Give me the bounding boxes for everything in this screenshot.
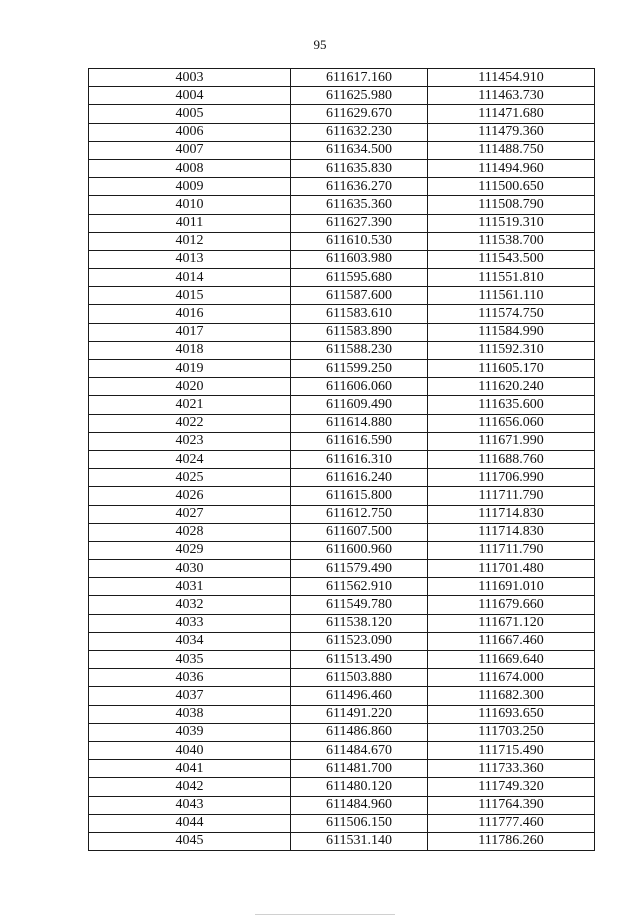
point-number-cell: 4028 bbox=[89, 523, 291, 541]
y-coordinate-cell: 111488.750 bbox=[428, 141, 595, 159]
y-coordinate-cell: 111711.790 bbox=[428, 541, 595, 559]
point-number-cell: 4007 bbox=[89, 141, 291, 159]
x-coordinate-cell: 611616.590 bbox=[291, 432, 428, 450]
x-coordinate-cell: 611600.960 bbox=[291, 541, 428, 559]
point-number-cell: 4031 bbox=[89, 578, 291, 596]
table-row bbox=[89, 396, 595, 414]
table-row bbox=[89, 305, 595, 323]
table-row bbox=[89, 159, 595, 177]
point-number-cell: 4044 bbox=[89, 814, 291, 832]
point-number-cell: 4041 bbox=[89, 760, 291, 778]
x-coordinate-cell: 611625.980 bbox=[291, 87, 428, 105]
x-coordinate-cell: 611635.360 bbox=[291, 196, 428, 214]
point-number-cell: 4019 bbox=[89, 360, 291, 378]
point-number-cell: 4032 bbox=[89, 596, 291, 614]
table-row bbox=[89, 450, 595, 468]
table-row bbox=[89, 69, 595, 87]
y-coordinate-cell: 111494.960 bbox=[428, 159, 595, 177]
x-coordinate-cell: 611513.490 bbox=[291, 651, 428, 669]
y-coordinate-cell: 111693.650 bbox=[428, 705, 595, 723]
y-coordinate-cell: 111605.170 bbox=[428, 360, 595, 378]
x-coordinate-cell: 611616.240 bbox=[291, 469, 428, 487]
y-coordinate-cell: 111500.650 bbox=[428, 178, 595, 196]
y-coordinate-cell: 111714.830 bbox=[428, 523, 595, 541]
point-number-cell: 4021 bbox=[89, 396, 291, 414]
table-row bbox=[89, 651, 595, 669]
x-coordinate-cell: 611506.150 bbox=[291, 814, 428, 832]
point-number-cell: 4006 bbox=[89, 123, 291, 141]
table-row bbox=[89, 105, 595, 123]
x-coordinate-cell: 611491.220 bbox=[291, 705, 428, 723]
x-coordinate-cell: 611496.460 bbox=[291, 687, 428, 705]
y-coordinate-cell: 111454.910 bbox=[428, 69, 595, 87]
table-row bbox=[89, 287, 595, 305]
table-row bbox=[89, 723, 595, 741]
x-coordinate-cell: 611614.880 bbox=[291, 414, 428, 432]
y-coordinate-cell: 111764.390 bbox=[428, 796, 595, 814]
x-coordinate-cell: 611588.230 bbox=[291, 341, 428, 359]
point-number-cell: 4033 bbox=[89, 614, 291, 632]
point-number-cell: 4036 bbox=[89, 669, 291, 687]
table-row bbox=[89, 778, 595, 796]
y-coordinate-cell: 111682.300 bbox=[428, 687, 595, 705]
y-coordinate-cell: 111463.730 bbox=[428, 87, 595, 105]
point-number-cell: 4025 bbox=[89, 469, 291, 487]
point-number-cell: 4022 bbox=[89, 414, 291, 432]
table-row bbox=[89, 596, 595, 614]
point-number-cell: 4030 bbox=[89, 560, 291, 578]
point-number-cell: 4023 bbox=[89, 432, 291, 450]
y-coordinate-cell: 111592.310 bbox=[428, 341, 595, 359]
table-row bbox=[89, 832, 595, 850]
x-coordinate-cell: 611549.780 bbox=[291, 596, 428, 614]
point-number-cell: 4045 bbox=[89, 832, 291, 850]
x-coordinate-cell: 611603.980 bbox=[291, 250, 428, 268]
table-row bbox=[89, 196, 595, 214]
y-coordinate-cell: 111620.240 bbox=[428, 378, 595, 396]
x-coordinate-cell: 611627.390 bbox=[291, 214, 428, 232]
point-number-cell: 4012 bbox=[89, 232, 291, 250]
point-number-cell: 4039 bbox=[89, 723, 291, 741]
page-number: 95 bbox=[313, 37, 327, 52]
y-coordinate-cell: 111679.660 bbox=[428, 596, 595, 614]
point-number-cell: 4015 bbox=[89, 287, 291, 305]
x-coordinate-cell: 611481.700 bbox=[291, 760, 428, 778]
x-coordinate-cell: 611612.750 bbox=[291, 505, 428, 523]
y-coordinate-cell: 111711.790 bbox=[428, 487, 595, 505]
x-coordinate-cell: 611523.090 bbox=[291, 632, 428, 650]
y-coordinate-cell: 111538.700 bbox=[428, 232, 595, 250]
point-number-cell: 4034 bbox=[89, 632, 291, 650]
table-row bbox=[89, 250, 595, 268]
page-bottom-rule bbox=[255, 914, 395, 915]
x-coordinate-cell: 611480.120 bbox=[291, 778, 428, 796]
point-number-cell: 4038 bbox=[89, 705, 291, 723]
table-row bbox=[89, 214, 595, 232]
point-number-cell: 4003 bbox=[89, 69, 291, 87]
x-coordinate-cell: 611562.910 bbox=[291, 578, 428, 596]
table-row bbox=[89, 414, 595, 432]
y-coordinate-cell: 111674.000 bbox=[428, 669, 595, 687]
x-coordinate-cell: 611635.830 bbox=[291, 159, 428, 177]
point-number-cell: 4016 bbox=[89, 305, 291, 323]
x-coordinate-cell: 611595.680 bbox=[291, 269, 428, 287]
table-row bbox=[89, 687, 595, 705]
y-coordinate-cell: 111671.990 bbox=[428, 432, 595, 450]
point-number-cell: 4011 bbox=[89, 214, 291, 232]
x-coordinate-cell: 611629.670 bbox=[291, 105, 428, 123]
table-row bbox=[89, 141, 595, 159]
x-coordinate-cell: 611634.500 bbox=[291, 141, 428, 159]
y-coordinate-cell: 111584.990 bbox=[428, 323, 595, 341]
table-row bbox=[89, 323, 595, 341]
point-number-cell: 4005 bbox=[89, 105, 291, 123]
y-coordinate-cell: 111701.480 bbox=[428, 560, 595, 578]
y-coordinate-cell: 111703.250 bbox=[428, 723, 595, 741]
point-number-cell: 4018 bbox=[89, 341, 291, 359]
y-coordinate-cell: 111574.750 bbox=[428, 305, 595, 323]
point-number-cell: 4013 bbox=[89, 250, 291, 268]
x-coordinate-cell: 611616.310 bbox=[291, 450, 428, 468]
table-row bbox=[89, 632, 595, 650]
y-coordinate-cell: 111543.500 bbox=[428, 250, 595, 268]
y-coordinate-cell: 111733.360 bbox=[428, 760, 595, 778]
y-coordinate-cell: 111667.460 bbox=[428, 632, 595, 650]
table-row bbox=[89, 505, 595, 523]
table-row bbox=[89, 178, 595, 196]
table-row bbox=[89, 341, 595, 359]
table-row bbox=[89, 760, 595, 778]
table-row bbox=[89, 269, 595, 287]
point-number-cell: 4014 bbox=[89, 269, 291, 287]
table-row bbox=[89, 814, 595, 832]
point-number-cell: 4026 bbox=[89, 487, 291, 505]
table-row bbox=[89, 560, 595, 578]
table-row bbox=[89, 523, 595, 541]
y-coordinate-cell: 111669.640 bbox=[428, 651, 595, 669]
table-row bbox=[89, 123, 595, 141]
x-coordinate-cell: 611607.500 bbox=[291, 523, 428, 541]
y-coordinate-cell: 111691.010 bbox=[428, 578, 595, 596]
table-row bbox=[89, 796, 595, 814]
x-coordinate-cell: 611486.860 bbox=[291, 723, 428, 741]
x-coordinate-cell: 611503.880 bbox=[291, 669, 428, 687]
x-coordinate-cell: 611583.890 bbox=[291, 323, 428, 341]
y-coordinate-cell: 111519.310 bbox=[428, 214, 595, 232]
table-row bbox=[89, 578, 595, 596]
coordinates-table-body bbox=[89, 69, 595, 851]
x-coordinate-cell: 611599.250 bbox=[291, 360, 428, 378]
y-coordinate-cell: 111508.790 bbox=[428, 196, 595, 214]
x-coordinate-cell: 611531.140 bbox=[291, 832, 428, 850]
point-number-cell: 4009 bbox=[89, 178, 291, 196]
point-number-cell: 4027 bbox=[89, 505, 291, 523]
point-number-cell: 4029 bbox=[89, 541, 291, 559]
y-coordinate-cell: 111706.990 bbox=[428, 469, 595, 487]
table-row bbox=[89, 232, 595, 250]
y-coordinate-cell: 111786.260 bbox=[428, 832, 595, 850]
x-coordinate-cell: 611636.270 bbox=[291, 178, 428, 196]
table-row bbox=[89, 378, 595, 396]
point-number-cell: 4017 bbox=[89, 323, 291, 341]
x-coordinate-cell: 611610.530 bbox=[291, 232, 428, 250]
table-row bbox=[89, 487, 595, 505]
x-coordinate-cell: 611632.230 bbox=[291, 123, 428, 141]
table-row bbox=[89, 360, 595, 378]
y-coordinate-cell: 111561.110 bbox=[428, 287, 595, 305]
y-coordinate-cell: 111551.810 bbox=[428, 269, 595, 287]
y-coordinate-cell: 111471.680 bbox=[428, 105, 595, 123]
point-number-cell: 4008 bbox=[89, 159, 291, 177]
table-row bbox=[89, 87, 595, 105]
y-coordinate-cell: 111715.490 bbox=[428, 741, 595, 759]
coordinates-table bbox=[88, 68, 595, 851]
x-coordinate-cell: 611587.600 bbox=[291, 287, 428, 305]
x-coordinate-cell: 611615.800 bbox=[291, 487, 428, 505]
y-coordinate-cell: 111671.120 bbox=[428, 614, 595, 632]
table-row bbox=[89, 432, 595, 450]
x-coordinate-cell: 611606.060 bbox=[291, 378, 428, 396]
point-number-cell: 4020 bbox=[89, 378, 291, 396]
x-coordinate-cell: 611538.120 bbox=[291, 614, 428, 632]
point-number-cell: 4024 bbox=[89, 450, 291, 468]
table-row bbox=[89, 541, 595, 559]
y-coordinate-cell: 111479.360 bbox=[428, 123, 595, 141]
point-number-cell: 4042 bbox=[89, 778, 291, 796]
x-coordinate-cell: 611609.490 bbox=[291, 396, 428, 414]
y-coordinate-cell: 111714.830 bbox=[428, 505, 595, 523]
y-coordinate-cell: 111777.460 bbox=[428, 814, 595, 832]
y-coordinate-cell: 111656.060 bbox=[428, 414, 595, 432]
point-number-cell: 4040 bbox=[89, 741, 291, 759]
table-row bbox=[89, 741, 595, 759]
point-number-cell: 4037 bbox=[89, 687, 291, 705]
x-coordinate-cell: 611484.960 bbox=[291, 796, 428, 814]
point-number-cell: 4004 bbox=[89, 87, 291, 105]
table-row bbox=[89, 614, 595, 632]
x-coordinate-cell: 611579.490 bbox=[291, 560, 428, 578]
x-coordinate-cell: 611484.670 bbox=[291, 741, 428, 759]
table-row bbox=[89, 705, 595, 723]
table-row bbox=[89, 469, 595, 487]
point-number-cell: 4043 bbox=[89, 796, 291, 814]
x-coordinate-cell: 611583.610 bbox=[291, 305, 428, 323]
point-number-cell: 4010 bbox=[89, 196, 291, 214]
y-coordinate-cell: 111688.760 bbox=[428, 450, 595, 468]
table-row bbox=[89, 669, 595, 687]
y-coordinate-cell: 111749.320 bbox=[428, 778, 595, 796]
x-coordinate-cell: 611617.160 bbox=[291, 69, 428, 87]
y-coordinate-cell: 111635.600 bbox=[428, 396, 595, 414]
point-number-cell: 4035 bbox=[89, 651, 291, 669]
